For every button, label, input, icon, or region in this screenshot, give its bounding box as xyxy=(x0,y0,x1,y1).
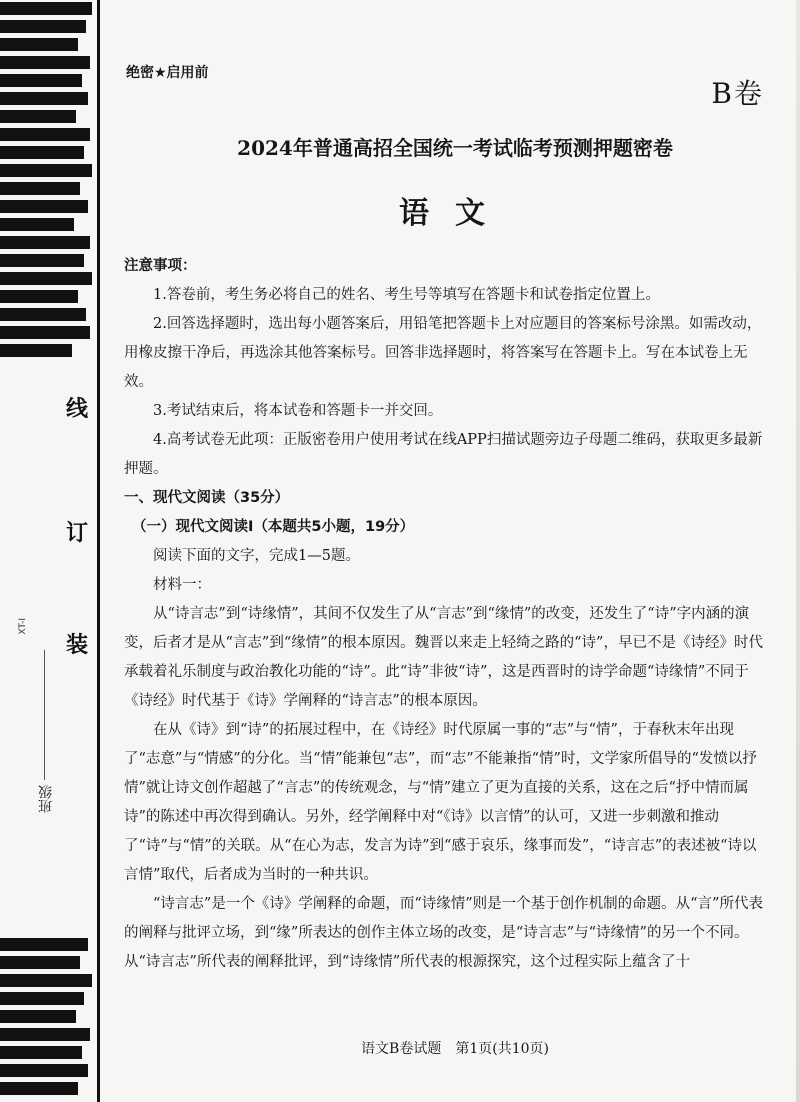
binding-bar xyxy=(0,1046,82,1059)
page-footer: 语文B卷试题 第1页(共10页) xyxy=(361,1041,549,1057)
binding-bar xyxy=(0,290,78,303)
passage-paragraph: 在从《诗》到“诗”的拓展过程中，在《诗经》时代原属一事的“志”与“情”，于春秋末年出现了“志意”与“情感”的分化。当“情”能兼包“志”，而“志”不能兼指“情”时，文学家所倡导的“发愤以抒情”就让诗文创作超越了“言志”的传统观念，与“情”建立了更为直接的关系，这在之后“抒中情而属诗”的陈述中再次得到确认。另外，经学阐释中对“《诗》以言情”的认可，又进一步刺激和推动了“诗”与“情”的关联。从“在心为志，发言为诗”到“感于哀乐，缘事而发”，“诗言志”的表述被“诗以言情”取代，后者成为当时的一种共识。 xyxy=(124,722,757,883)
binding-bar xyxy=(0,74,82,87)
class-label: 班级 xyxy=(38,785,54,813)
binding-bar xyxy=(0,1064,88,1077)
reading-instruction: 阅读下面的文字，完成1—5题。 xyxy=(153,548,360,564)
binding-bar xyxy=(0,992,84,1005)
binding-bar xyxy=(0,20,86,33)
binding-bar xyxy=(0,344,72,357)
notice-item: 3.考试结束后，将本试卷和答题卡一并交回。 xyxy=(153,403,443,419)
notice-item: 2.回答选择题时，选出每小题答案后，用铅笔把答题卡上对应题目的答案标号涂黑。如需改动，用橡皮擦干净后，再选涂其他答案标号。回答非选择题时，将答案写在答题卡上。写在本试卷上无效。 xyxy=(124,316,762,390)
main-content xyxy=(124,252,764,977)
binding-bar xyxy=(0,164,92,177)
binding-small-mark: XT-I xyxy=(18,618,28,635)
binding-char-zhuang: 装 xyxy=(66,633,89,658)
subsection-title: （一）现代文阅读Ⅰ（本题共5小题，19分） xyxy=(132,519,415,535)
binding-bar xyxy=(0,38,78,51)
page-edge xyxy=(796,0,800,1102)
binding-strip xyxy=(0,0,100,1102)
binding-bar xyxy=(0,182,80,195)
material-label: 材料一： xyxy=(153,577,211,593)
binding-bar xyxy=(0,308,86,321)
binding-bar xyxy=(0,254,84,267)
binding-bar xyxy=(0,272,92,285)
binding-bar xyxy=(0,326,90,339)
binding-line xyxy=(97,0,100,1102)
secret-label: 绝密★启用前 xyxy=(126,65,209,81)
binding-bar xyxy=(0,128,90,141)
binding-bar xyxy=(0,2,92,15)
binding-bar xyxy=(0,938,88,951)
class-fill-line xyxy=(44,650,45,780)
exam-title: 2024年普通高招全国统一考试临考预测押题密卷 xyxy=(237,136,673,160)
subject-title: 语文 xyxy=(399,196,511,231)
section-title: 一、现代文阅读（35分） xyxy=(124,490,290,506)
notice-item: 1.答卷前，考生务必将自己的姓名、考生号等填写在答题卡和试卷指定位置上。 xyxy=(153,287,660,303)
binding-char-xian: 线 xyxy=(66,397,89,422)
binding-char-ding: 订 xyxy=(66,521,89,546)
notice-item: 4.高考试卷无此项：正版密卷用户使用考试在线APP扫描试题旁边子母题二维码，获取更多最新押题。 xyxy=(124,432,763,477)
binding-bar xyxy=(0,956,80,969)
binding-bar xyxy=(0,974,92,987)
passage-paragraph: 从“诗言志”到“诗缘情”，其间不仅发生了从“言志”到“缘情”的改变，还发生了“诗”字内涵的演变，后者才是从“言志”到“缘情”的根本原因。魏晋以来走上轻绮之路的“诗”，早已不是《诗经》时代承载着礼乐制度与政治教化功能的“诗”。此“诗”非彼“诗”，这是西晋时的诗学命题“诗缘情”不同于《诗经》时代基于《诗》学阐释的“诗言志”的根本原因。 xyxy=(124,606,763,709)
passage-paragraph: “诗言志”是一个《诗》学阐释的命题，而“诗缘情”则是一个基于创作机制的命题。从“言”所代表的阐释与批评立场，到“缘”所表达的创作主体立场的改变，是“诗言志”与“诗缘情”的另一个不同。从“诗言志”所代表的阐释批评，到“诗缘情”所代表的根源探究，这个过程实际上蕴含了十 xyxy=(124,896,763,970)
volume-label: B卷 xyxy=(711,77,764,110)
binding-bar xyxy=(0,92,88,105)
binding-bar xyxy=(0,236,90,249)
binding-bar xyxy=(0,1028,90,1041)
binding-bar xyxy=(0,200,88,213)
notice-heading: 注意事项： xyxy=(124,258,197,274)
binding-bar xyxy=(0,56,90,69)
binding-bar xyxy=(0,1010,76,1023)
binding-bar xyxy=(0,218,74,231)
binding-bar xyxy=(0,110,76,123)
binding-bar xyxy=(0,1082,78,1095)
binding-bar xyxy=(0,146,84,159)
